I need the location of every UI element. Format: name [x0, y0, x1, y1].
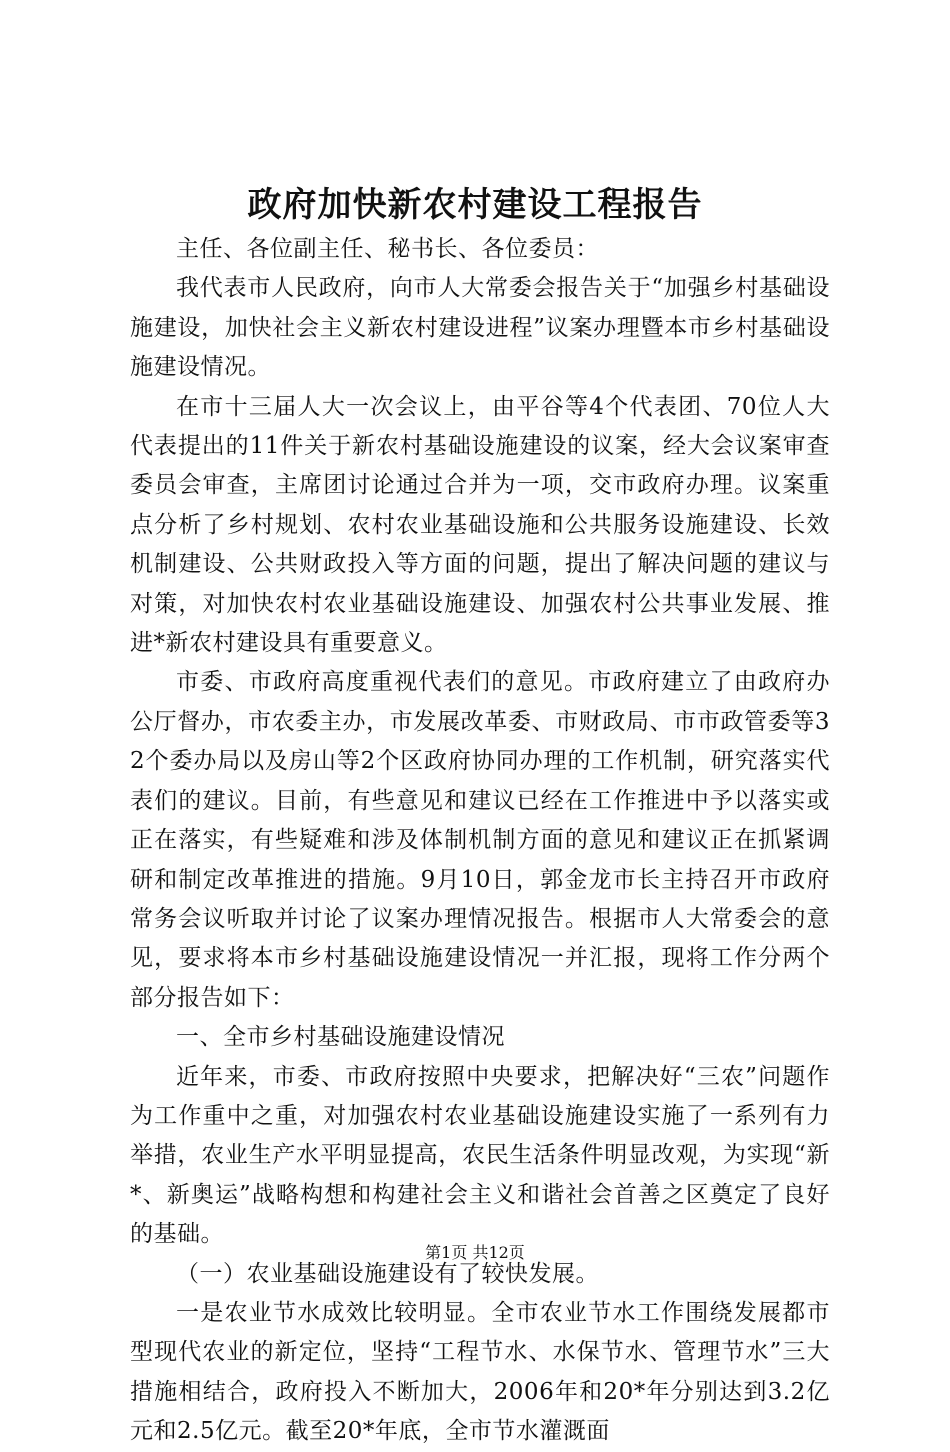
paragraph-salutation: 主任、各位副主任、秘书长、各位委员： — [176, 236, 599, 262]
page-number-footer: 第1页 共12页 — [425, 1243, 525, 1262]
paragraph-overview: 近年来，市委、市政府按照中央要求，把解决好“三农”问题作为工作重中之重，对加强农村农业基础设施建设实施了一系列有力举措，农业生产水平明显提高，农民生活条件明显改观，为实现“新*、新奥运”战略构想和构建社会主义和谐社会首善之区奠定了良好的基础。 — [130, 1063, 830, 1248]
paragraph-water-saving: 一是农业节水成效比较明显。全市农业节水工作围绕发展都市型现代农业的新定位，坚持“工程节水、水保节水、管理节水”三大措施相结合，政府投入不断加大，2006年和20*年分别达到3.2亿元和2.5亿元。截至20*年底，全市节水灌溉面 — [130, 1299, 830, 1445]
paragraph-intro: 我代表市人民政府，向市人大常委会报告关于“加强乡村基础设施建设，加快社会主义新农村建设进程”议案办理暨本市乡村基础设施建设情况。 — [130, 275, 830, 381]
document-body — [130, 230, 830, 1452]
section-heading-1: 一、全市乡村基础设施建设情况 — [176, 1024, 505, 1051]
paragraph-proposal: 在市十三届人大一次会议上，由平谷等4个代表团、70位人大代表提出的11件关于新农村基础设施建设的议案，经大会议案审查委员会审查，主席团讨论通过合并为一项，交市政府办理。议案重点分析了乡村规划、农村农业基础设施和公共服务设施建设、长效机制建设、公共财政投入等方面的问题，提出了解决问题的建议与对策，对加快农村农业基础设施建设、加强农村公共事业发展、推进*新农村建设具有重要意义。 — [130, 393, 830, 657]
paragraph-response: 市委、市政府高度重视代表们的意见。市政府建立了由政府办公厅督办，市农委主办，市发展改革委、市财政局、市市政管委等32个委办局以及房山等2个区政府协同办理的工作机制，研究落实代表们的建议。目前，有些意见和建议已经在工作推进中予以落实或正在落实，有些疑难和涉及体制机制方面的意见和建议正在抓紧调研和制定改革推进的措施。9月10日，郭金龙市长主持召开市政府常务会议听取并讨论了议案办理情况报告。根据市人大常委会的意见，要求将本市乡村基础设施建设情况一并汇报，现将工作分两个部分报告如下： — [130, 669, 830, 1011]
subsection-heading-1: （一）农业基础设施建设有了较快发展。 — [176, 1260, 599, 1287]
document-title: 政府加快新农村建设工程报告 — [247, 185, 703, 225]
